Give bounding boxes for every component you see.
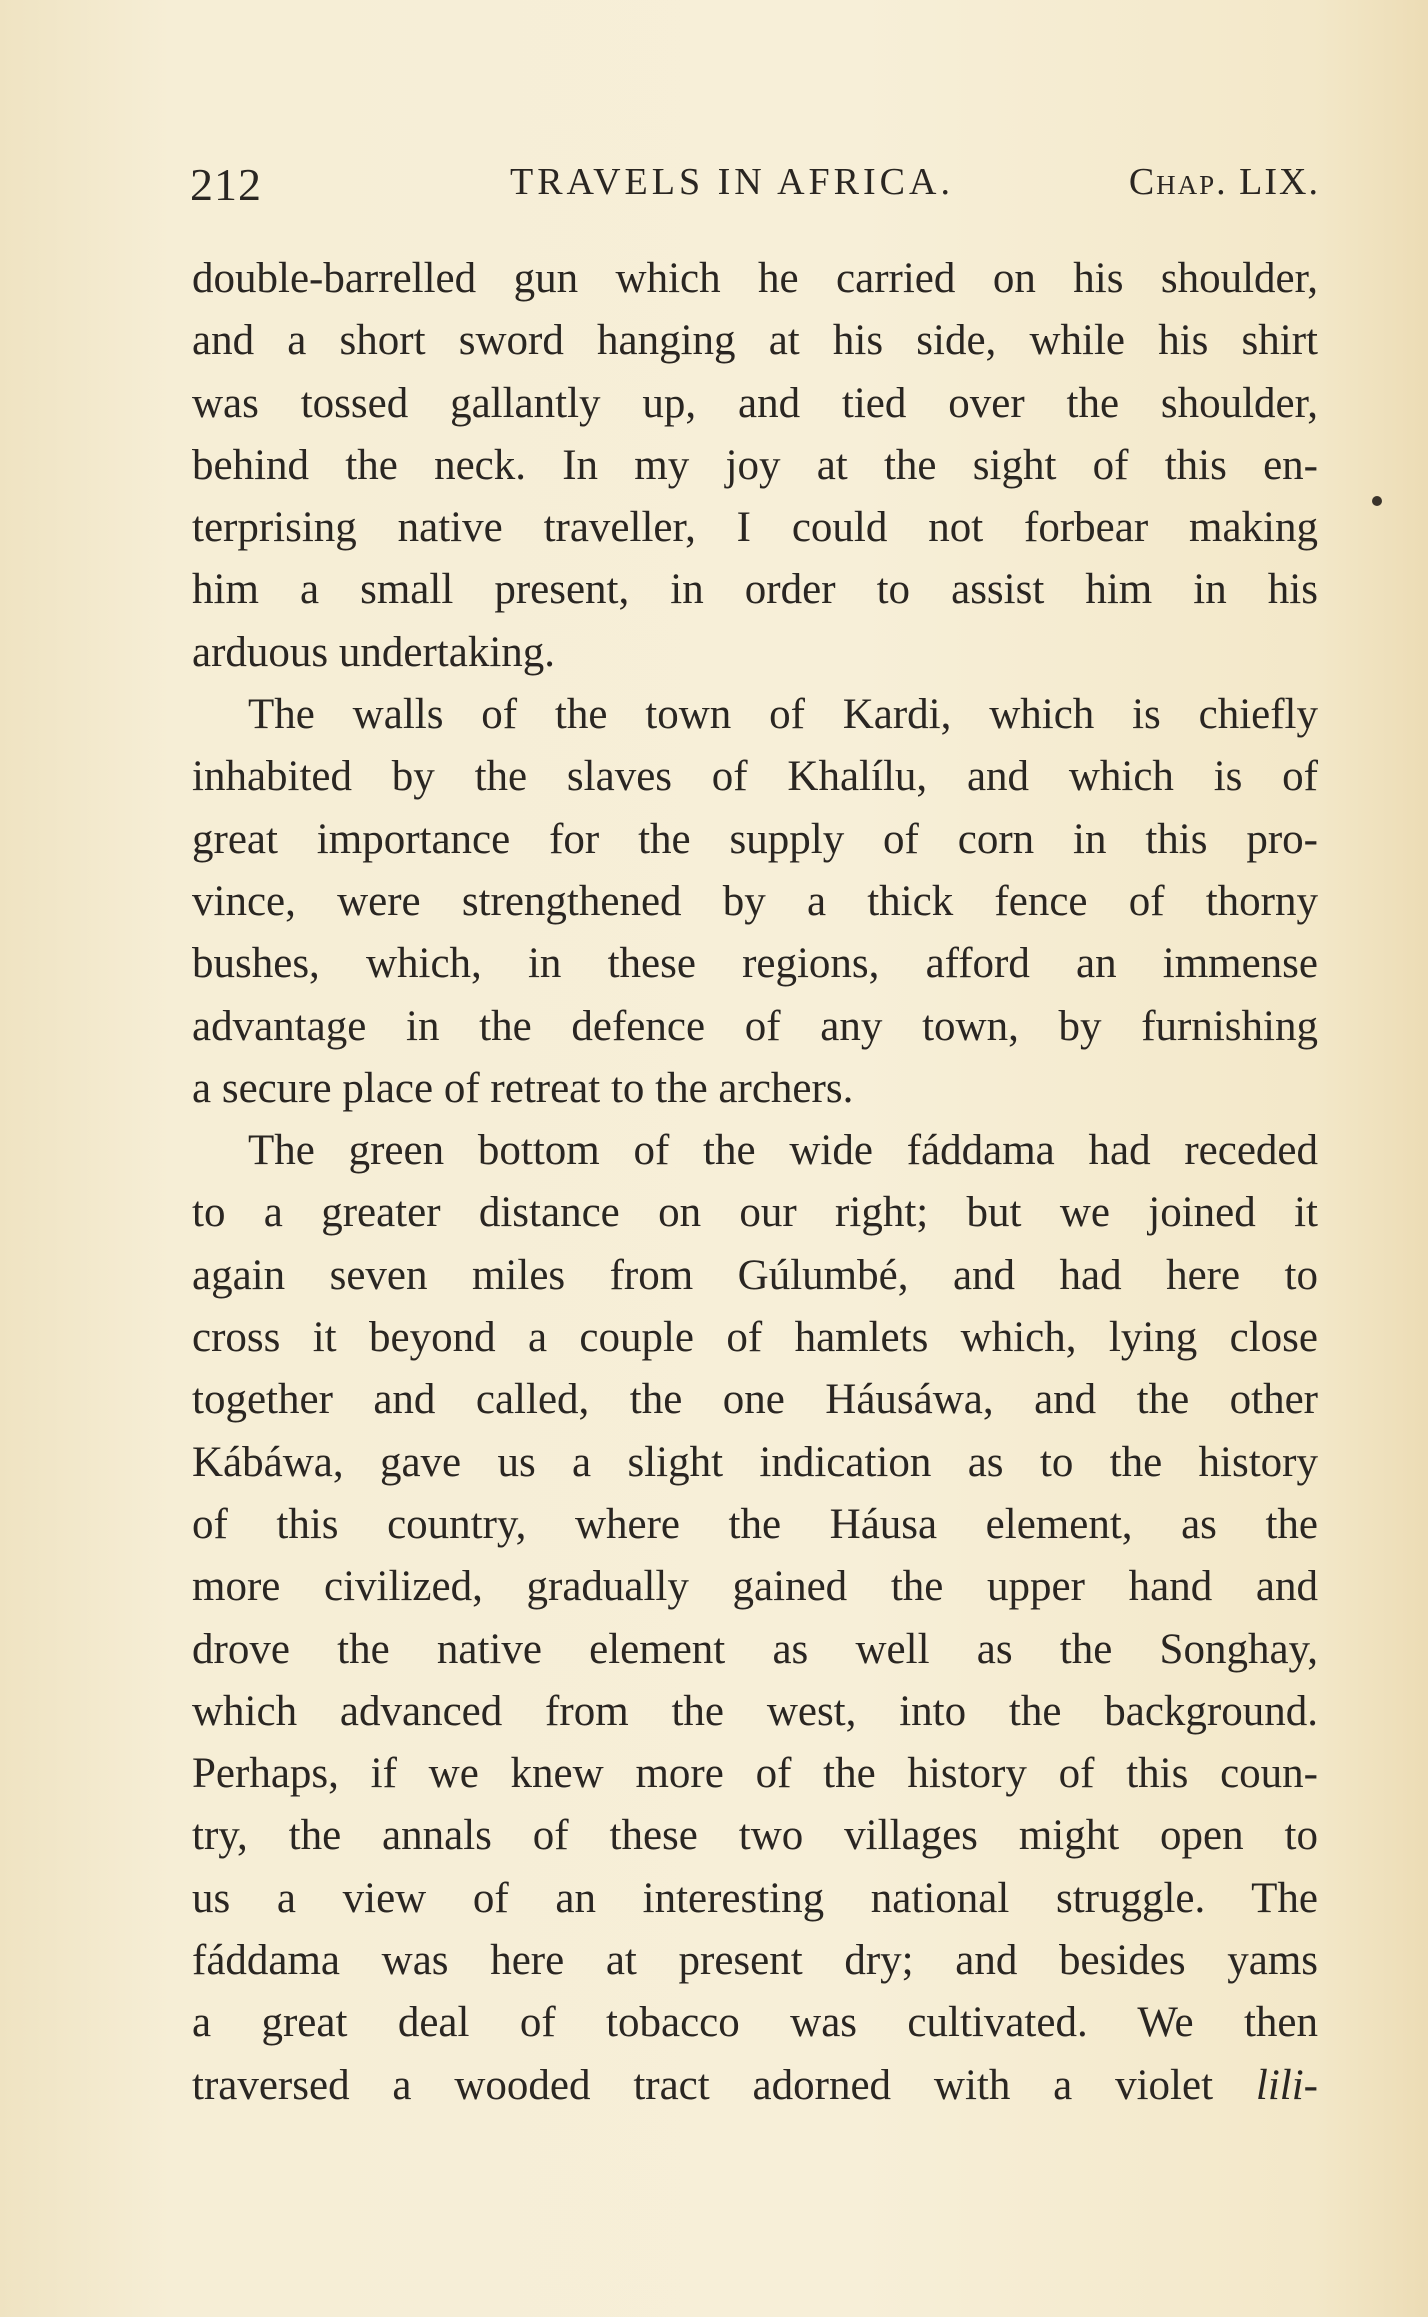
page-header — [190, 158, 1320, 218]
text-line: a great deal of tobacco was cultivated. We then — [192, 1999, 1318, 2047]
text-line: him a small present, in order to assist him in his — [192, 566, 1318, 614]
text-line-final-body: traversed a wooded tract adorned with a violet — [192, 2061, 1214, 2109]
text-line: more civilized, gradually gained the upper hand and — [192, 1563, 1318, 1611]
text-line: try, the annals of these two villages might open to — [192, 1812, 1318, 1860]
chapter-label: Chap. LIX. — [1128, 161, 1320, 203]
body-text — [192, 248, 1318, 2117]
text-line: bushes, which, in these regions, afford an immense — [192, 940, 1318, 988]
text-line: which advanced from the west, into the background. — [192, 1687, 1318, 1735]
text-line: us a view of an interesting national struggle. The — [192, 1874, 1318, 1922]
text-line: advantage in the defence of any town, by furnishing — [192, 1002, 1318, 1050]
ink-speck — [1372, 496, 1382, 506]
text-line: Kábáwa, gave us a slight indication as to the history — [192, 1438, 1318, 1486]
text-line: arduous undertaking. — [192, 628, 556, 676]
text-line: behind the neck. In my joy at the sight of this en- — [192, 441, 1318, 489]
text-line: to a greater distance on our right; but we joined it — [192, 1189, 1318, 1237]
text-line: terprising native traveller, I could not forbear making — [192, 504, 1318, 552]
text-line: cross it beyond a couple of hamlets which, lying close — [192, 1314, 1318, 1362]
text-line: a secure place of retreat to the archers. — [192, 1064, 854, 1112]
text-line: together and called, the one Háusáwa, and the other — [192, 1376, 1318, 1424]
text-line: inhabited by the slaves of Khalílu, and which is of — [192, 753, 1318, 801]
text-line: was tossed gallantly up, and tied over the shoulder, — [192, 379, 1318, 427]
text-line: The walls of the town of Kardi, which is chiefly — [248, 691, 1318, 739]
text-line: of this country, where the Háusa element, as the — [192, 1500, 1318, 1548]
text-line: fáddama was here at present dry; and besides yams — [192, 1937, 1318, 1985]
text-line: drove the native element as well as the Songhay, — [192, 1625, 1318, 1673]
italic-word: lili- — [1255, 2061, 1318, 2109]
text-line: Perhaps, if we knew more of the history of this coun- — [192, 1750, 1318, 1798]
text-line: double-barrelled gun which he carried on his shoulder, — [192, 255, 1318, 302]
text-line: great importance for the supply of corn in this pro- — [192, 815, 1318, 863]
text-line-final — [192, 2055, 1318, 2117]
text-line: The green bottom of the wide fáddama had receded — [248, 1127, 1318, 1175]
page-number: 212 — [190, 159, 262, 210]
text-line: and a short sword hanging at his side, while his shirt — [192, 317, 1318, 365]
running-title: TRAVELS IN AFRICA. — [510, 161, 954, 203]
text-line: again seven miles from Gúlumbé, and had here to — [192, 1251, 1318, 1299]
text-line: vince, were strengthened by a thick fence of thorny — [192, 877, 1318, 925]
